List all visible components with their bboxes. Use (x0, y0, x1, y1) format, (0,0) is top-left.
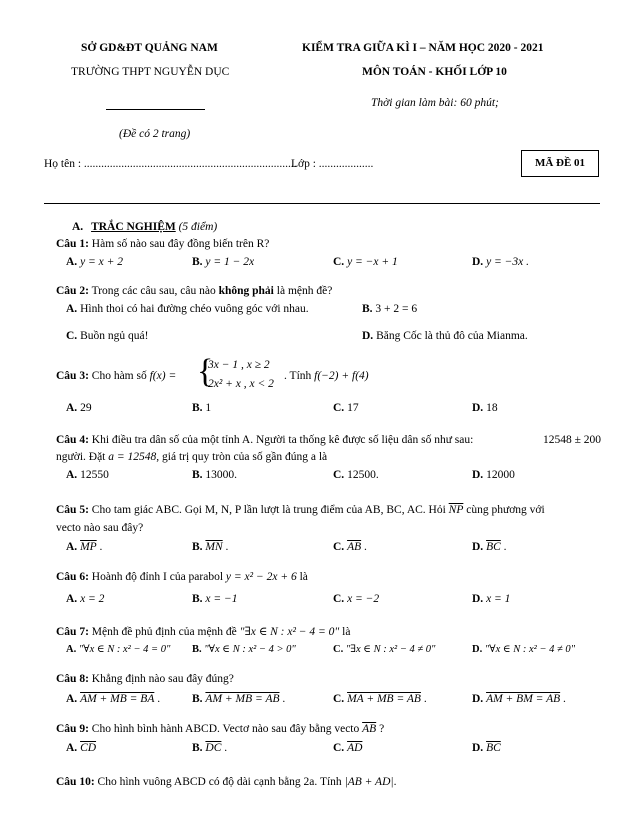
q2-option-d: D. Băng Cốc là thủ đô của Mianma. (362, 330, 528, 342)
q6-option-a: A. x = 2 (66, 593, 105, 605)
q5-option-c: C. $\overline{AB}$ . (333, 541, 367, 553)
q1-option-c: C. y = −x + 1 (333, 256, 398, 268)
q8-option-b: B. AM + MB = AB . (192, 693, 286, 705)
question-9: Câu 9: Cho hình bình hành ABCD. Vectơ nào sau đây bằng vecto $\overline{AB}$ ? (56, 723, 385, 735)
q6-option-c: C. x = −2 (333, 593, 380, 605)
exam-code-box (521, 150, 599, 177)
q4-option-a: A. 12550 (66, 469, 109, 481)
question-1: Câu 1: Hàm số nào sau đây đồng biến trên R? (56, 238, 270, 250)
q1-option-b: B. y = 1 − 2x (192, 256, 255, 268)
q1-option-a: A. y = x + 2 (66, 256, 124, 268)
section-divider (44, 203, 600, 204)
exam-title: KIỂM TRA GIỮA KÌ I – NĂM HỌC 2020 - 2021 (302, 42, 544, 54)
header-school: TRƯỜNG THPT NGUYỄN DỤC (71, 66, 230, 78)
q3-option-a: A. 29 (66, 402, 92, 414)
question-6: Câu 6: Hoành độ đỉnh I của parabol y = x² − 2x + 6 là (56, 571, 308, 583)
exam-code: MÃ ĐỀ 01 (534, 157, 586, 169)
q3-case-1: 3x − 1 , x ≥ 2 (208, 359, 270, 371)
q6-option-b: B. x = −1 (192, 593, 238, 605)
q6-option-d: D. x = 1 (472, 593, 511, 605)
section-heading (72, 221, 217, 233)
question-2: Câu 2: Trong các câu sau, câu nào không phải là mệnh đề? (56, 285, 333, 297)
q7-option-a: A. "∀x ∈ N : x² − 4 = 0" (66, 644, 171, 655)
q2-option-c: C. Buồn ngủ quá! (66, 330, 149, 342)
q8-option-d: D. AM + BM = AB . (472, 693, 566, 705)
question-3: Câu 3: Cho hàm số f(x) = (56, 370, 177, 382)
q3-case-2: 2x² + x , x < 2 (208, 378, 274, 390)
q4-line-2: người. Đặt a = 12548, giá trị quy tròn của số gần đúng a là (56, 451, 328, 463)
q3-tail: . Tính f(−2) + f(4) (284, 370, 369, 382)
header-divider (106, 109, 205, 110)
student-name-field: Họ tên : .......................................................................... (44, 158, 297, 170)
q4-option-b: B. 13000. (192, 469, 238, 481)
q2-option-b: B. 3 + 2 = 6 (362, 303, 418, 315)
q1-option-d: D. y = −3x . (472, 256, 530, 268)
q7-option-b: B. "∀x ∈ N : x² − 4 > 0" (192, 644, 296, 655)
q9-option-b: B. $\overline{DC}$ . (192, 742, 228, 754)
section-title: TRẮC NGHIỆM (91, 221, 176, 233)
question-5: Câu 5: Cho tam giác ABC. Gọi M, N, P lần lượt là trung điểm của AB, BC, AC. Hỏi $\overline{NP}$ cùng phương với (56, 504, 545, 516)
question-4: Câu 4: Khi điều tra dân số của một tỉnh A. Người ta thống kê được số liệu dân số như sau: (56, 434, 474, 446)
question-8: Câu 8: Khẳng định nào sau đây đúng? (56, 673, 234, 685)
q4-option-c: C. 12500. (333, 469, 379, 481)
question-10: Câu 10: Cho hình vuông ABCD có độ dài cạnh bằng 2a. Tính |AB + AD|. (56, 776, 397, 788)
q4-option-d: D. 12000 (472, 469, 515, 481)
question-7: Câu 7: Mệnh đề phủ định của mệnh đề "∃x ∈ N : x² − 4 = 0" là (56, 626, 351, 638)
header-pages: (Đề có 2 trang) (119, 128, 191, 140)
q3-option-c: C. 17 (333, 402, 359, 414)
section-note: (5 điểm) (178, 221, 218, 233)
q4-population: 12548 ± 200 (543, 434, 602, 446)
exam-time: Thời gian làm bài: 60 phút; (371, 97, 499, 109)
q5-option-a: A. $\overline{MP}$ . (66, 541, 103, 553)
q7-option-d: D. "∀x ∈ N : x² − 4 ≠ 0" (472, 644, 576, 655)
section-prefix: A. (72, 221, 84, 233)
q9-option-d: D. $\overline{BC}$ (472, 742, 501, 754)
student-class-field: Lớp : ................... (291, 158, 374, 170)
q5-line-2: vecto nào sau đây? (56, 522, 144, 534)
q9-option-c: C. $\overline{AD}$ (333, 742, 363, 754)
q3-brace: { (197, 353, 214, 390)
q7-option-c: C. "∃x ∈ N : x² − 4 ≠ 0" (333, 644, 436, 655)
q9-option-a: A. $\overline{CD}$ (66, 742, 97, 754)
header-org: SỞ GD&ĐT QUẢNG NAM (81, 42, 218, 54)
q8-option-c: C. MA + MB = AB . (333, 693, 427, 705)
q5-option-d: D. $\overline{BC}$ . (472, 541, 507, 553)
q5-option-b: B. $\overline{MN}$ . (192, 541, 229, 553)
q3-option-b: B. 1 (192, 402, 212, 414)
q2-option-a: A. Hình thoi có hai đường chéo vuông góc với nhau. (66, 303, 309, 315)
subject-title: MÔN TOÁN - KHỐI LỚP 10 (362, 66, 507, 78)
q3-option-d: D. 18 (472, 402, 498, 414)
q8-option-a: A. AM + MB = BA . (66, 693, 161, 705)
